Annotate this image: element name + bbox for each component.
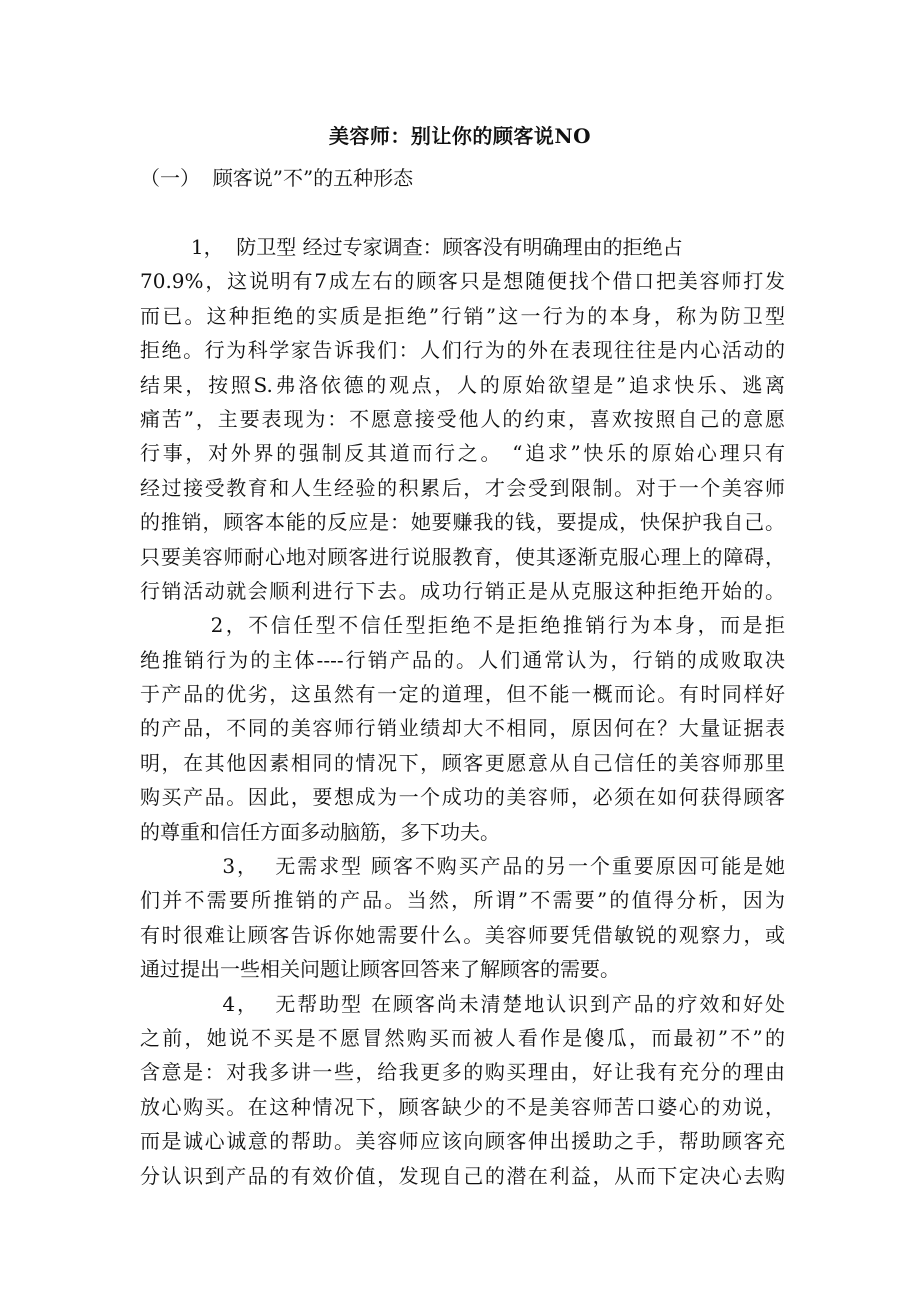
text-line: 含意是：对我多讲一些，给我更多的购买理由，好让我有充分的理由: [140, 1060, 785, 1085]
text-line: 购买产品。因此，要想成为一个成功的美容师，必须在如何获得顾客: [140, 785, 785, 810]
text-line: 2，不信任型不信任型拒绝不是拒绝推销行为本身，而是拒: [140, 613, 785, 638]
text-line: 痛苦”，主要表现为：不愿意接受他人的约束，喜欢按照自己的意愿: [140, 406, 785, 431]
text-line: 们并不需要所推销的产品。当然，所谓”不需要”的值得分析，因为: [140, 888, 785, 913]
text-line: 分认识到产品的有效价值，发现自己的潜在利益，从而下定决心去购: [140, 1163, 785, 1188]
text-line: 通过提出一些相关问题让顾客回答来了解顾客的需要。: [140, 957, 620, 982]
text-line: 4， 无帮助型 在顾客尚未清楚地认识到产品的疗效和好处: [140, 991, 785, 1016]
text-line: 1， 防卫型 经过专家调查：顾客没有明确理由的拒绝占: [140, 235, 683, 259]
text-line: 而是诚心诚意的帮助。美容师应该向顾客伸出援助之手，帮助顾客充: [140, 1129, 785, 1154]
text-line: 的推销，顾客本能的反应是：她要赚我的钱，要提成，快保护我自己。: [140, 510, 785, 535]
text-line: 行销活动就会顺利进行下去。成功行销正是从克服这种拒绝开始的。: [140, 578, 785, 603]
text-line: 的产品，不同的美容师行销业绩却大不相同，原因何在？大量证据表: [140, 716, 785, 741]
text-line: 70.9%，这说明有7成左右的顾客只是想随便找个借口把美容师打发: [140, 269, 785, 294]
document-body: [140, 230, 785, 1193]
text-line: 而已。这种拒绝的实质是拒绝”行销”这一行为的本身，称为防卫型: [140, 303, 785, 328]
text-line: 的尊重和信任方面多动脑筋，多下功夫。: [140, 819, 500, 844]
text-line: 有时很难让顾客告诉你她需要什么。美容师要凭借敏锐的观察力，或: [140, 922, 785, 947]
text-line: 只要美容师耐心地对顾客进行说服教育，使其逐渐克服心理上的障碍，: [140, 544, 785, 569]
text-line: 之前，她说不买是不愿冒然购买而被人看作是傻瓜，而最初”不”的: [140, 1025, 785, 1050]
text-line: 结果，按照S.弗洛依德的观点，人的原始欲望是”追求快乐、逃离: [140, 372, 785, 397]
text-line: 放心购买。在这种情况下，顾客缺少的不是美容师苦口婆心的劝说，: [140, 1094, 785, 1119]
section-heading: （一） 顾客说”不”的五种形态: [140, 166, 414, 190]
document-title: 美容师：别让你的顾客说NO: [328, 124, 592, 148]
text-line: 行事，对外界的强制反其道而行之。 “追求”快乐的原始心理只有: [140, 441, 785, 466]
text-line: 明，在其他因素相同的情况下，顾客更愿意从自己信任的美容师那里: [140, 750, 785, 775]
text-line: 3， 无需求型 顾客不购买产品的另一个重要原因可能是她: [140, 854, 785, 879]
text-line: 拒绝。行为科学家告诉我们：人们行为的外在表现往往是内心活动的: [140, 338, 785, 363]
text-line: 绝推销行为的主体----行销产品的。人们通常认为，行销的成败取决: [140, 647, 785, 672]
text-line: 于产品的优劣，这虽然有一定的道理，但不能一概而论。有时同样好: [140, 682, 785, 707]
text-line: 经过接受教育和人生经验的积累后，才会受到限制。对于一个美容师: [140, 475, 785, 500]
